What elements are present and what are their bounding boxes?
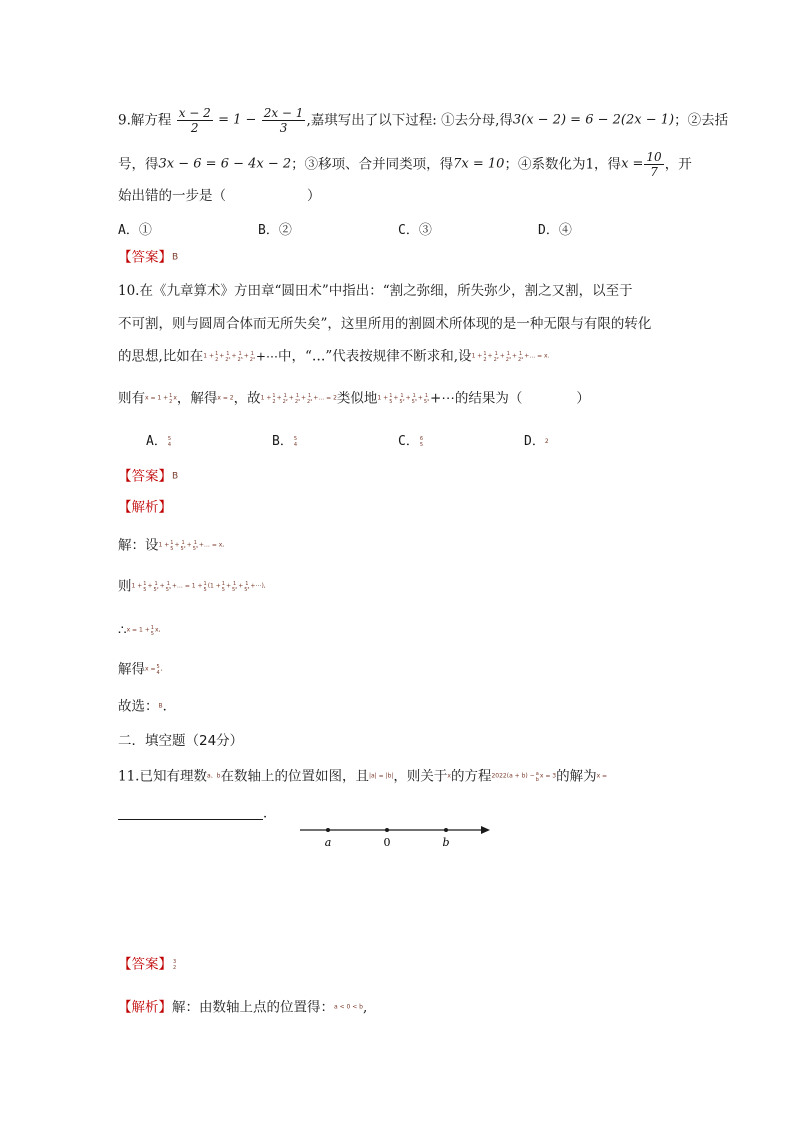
q9-fraction-1: $\frac{x - 2}{2}$ [178,106,211,135]
q9-text-1: ,嘉琪写出了以下过程: ①去分母,得 [306,112,513,129]
q11-blank-line: ． [118,803,277,824]
q9-line2: 号，得3x − 6 = 6 − 4x − 2；③移项、合并同类项，得7x = 10；④系数化为1，得x = $\frac{10}{7}$ ，开 [118,150,692,179]
q10-option-b: B． 5 4 [272,434,298,449]
label-zero: 0 [383,836,391,849]
q9-option-c: C．③ [398,223,432,238]
q9-option-a: A．① [118,223,152,238]
q10-option-a: A． 5 4 [146,434,172,449]
point-zero [385,828,389,832]
q10-line3: 的思想,比如在1 + 1 2 + 1 2² + 1 2³ + 1 2⁴ +⋯中，“…”代表按规律不断求和,设1 + 1 2 + 1 2² + 1 2³ + 1 2⁴ +… = x. [118,348,550,365]
q10-sol-5: 故选：B． [118,698,177,715]
arrow-right-icon [481,826,490,834]
q9-text-1-tail: ；②去括 [674,112,729,129]
q10-line2: 不可割，则与圆周合体而无所失矣”，这里所用的割圆术所体现的是一种无限与有限的转化 [118,316,652,332]
label-b: b [442,836,450,849]
number-line-figure [298,822,498,852]
point-b [444,828,448,832]
q10-option-c: C． 6 5 [398,434,424,449]
point-a [326,828,330,832]
q9-fraction-3: $\frac{10}{7}$ [646,150,662,179]
q9-answer-label: 【答案】 [118,249,172,266]
q10-option-d: D．2 [524,434,549,449]
q11-answer: 【答案】 3 2 [118,956,177,973]
q10-sol-2: 则1 + 1 5 + 1 5² + 1 5³ +… = 1 + 1 5 (1 + 1 5 + 1 5² + 1 5³ +⋯), [118,578,266,595]
q9-prefix: 解方程 [130,112,172,129]
q10-analysis-label: 【解析】 [118,499,172,516]
q10-sol-1: 解：设1 + 1 5 + 1 5² + 1 5³ +… = x, [118,537,225,554]
q9-line3: 始出错的一步是（ ） [118,188,321,204]
q9-number: 9. [118,112,131,129]
q9-eq-1: 3(x − 2) = 6 − 2(2x − 1) [512,112,675,128]
q11-analysis: 【解析】解：由数轴上点的位置得：a < 0 < b, [118,999,368,1016]
q9-fraction-2: $\frac{2x - 1}{3}$ [263,106,304,135]
q10-line1: 10.在《九章算术》方田章“圆田术”中指出：“割之弥细，所失弥少，割之又割，以至于 [118,283,633,299]
q9-answer [118,247,178,268]
q9-option-b: B．② [258,223,292,238]
q11-line1: 11.已知有理数a、b在数轴上的位置如图，且|a| = |b|，则关于x的方程2022(a + b) − a b x = 3的解为x = [118,768,608,785]
q10-line4: 则有x = 1 + 1 2 x，解得x = 2，故1 + 1 2 + 1 2² + 1 2³ + 1 2⁴ +… = 2类似地1 + 1 5 + 1 5² + 1 5³ + 1 5⁴ +⋯的结果为（ ） [118,390,590,407]
q10-sol-4: 解得x = 5 4 , [118,661,163,678]
q9-eq-mid: = 1 − [218,112,257,128]
label-a: a [324,836,332,849]
q11-answer-blank[interactable] [118,807,263,820]
q9-eq-2: 3x − 6 = 6 − 4x − 2 [158,156,292,172]
q10-answer: 【答案】B [118,468,179,485]
q10-sol-3: ∴x = 1 + 1 5 x, [118,622,161,639]
q9-option-d: D．④ [538,223,572,238]
q9-eq-3: 7x = 10 [453,156,505,172]
q9-line1 [118,106,728,135]
section-heading: 二．填空题（24分） [118,733,244,749]
q9-answer-value: B [172,252,179,263]
